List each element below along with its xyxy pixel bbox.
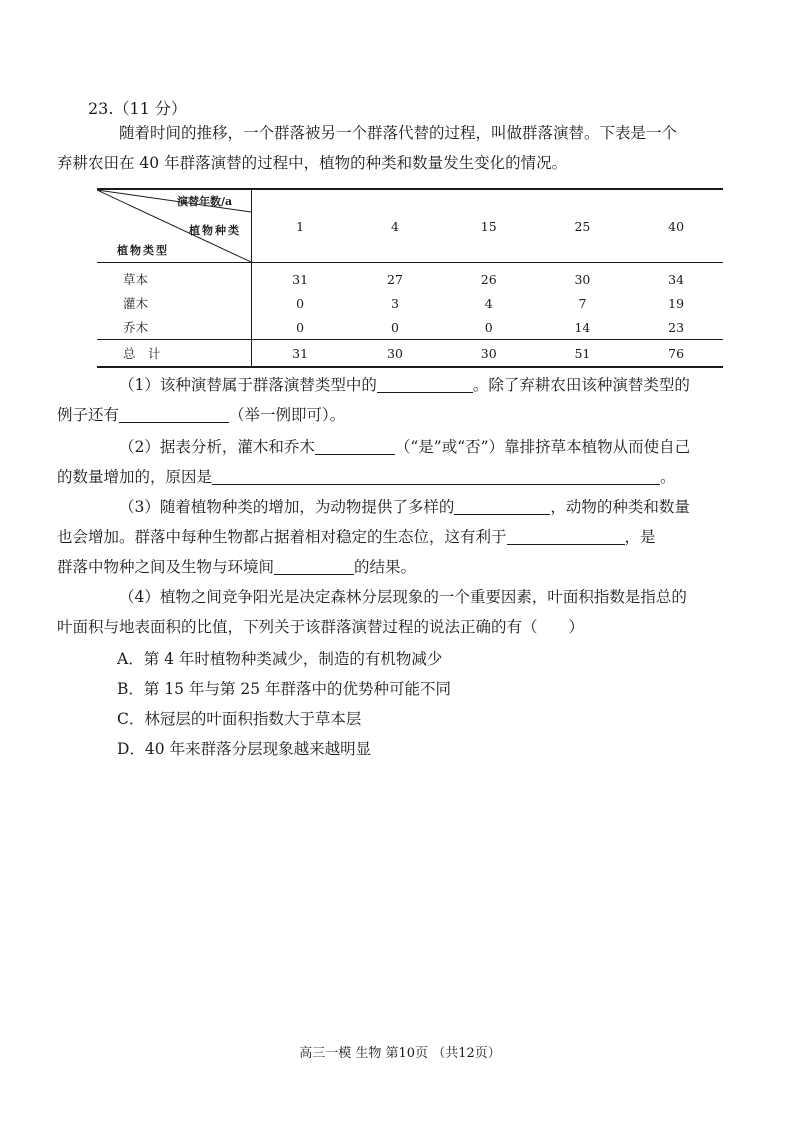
part-3-text: ，动物的种类和数量	[550, 498, 690, 516]
row-label: 灌木	[97, 291, 252, 315]
table-row	[97, 315, 723, 340]
part-1-text: 例子还有	[57, 406, 120, 424]
intro-line-1: 随着时间的推移，一个群落被另一个群落代替的过程，叫做群落演替。下表是一个	[119, 124, 678, 142]
part-1-text: 。除了弃耕农田该种演替类型的	[472, 376, 690, 394]
year-header: 15	[442, 189, 536, 263]
part-4	[57, 582, 718, 642]
intro-line-2: 弃耕农田在 40 年群落演替的过程中，植物的种类和数量发生变化的情况。	[57, 154, 568, 172]
table-cell: 23	[668, 319, 685, 335]
table-cell: 30	[348, 340, 442, 368]
answer-blank[interactable]	[315, 436, 395, 455]
option-c[interactable]: C．林冠层的叶面积指数大于草本层	[117, 710, 362, 728]
option-b[interactable]: B．第 15 年与第 25 年群落中的优势种可能不同	[117, 680, 452, 698]
part-1	[57, 370, 718, 430]
table-cell: 31	[252, 340, 349, 368]
part-3	[57, 492, 718, 582]
year-header: 1	[252, 189, 349, 263]
year-header: 4	[348, 189, 442, 263]
part-3-text: 也会增加。群落中每种生物都占据着相对稳定的生态位，这有利于	[57, 528, 507, 546]
row-label: 草本	[97, 263, 252, 292]
table-cell: 0	[484, 319, 493, 335]
table-cell: 14	[574, 319, 591, 335]
table-cell: 0	[391, 319, 399, 335]
part-3-text: ，是	[624, 528, 656, 546]
question-intro	[57, 118, 718, 178]
option-d[interactable]: D．40 年来群落分层现象越来越明显	[117, 740, 372, 758]
table-cell: 30	[442, 340, 536, 368]
option-a[interactable]: A．第 4 年时植物种类减少，制造的有机物减少	[117, 650, 443, 668]
table-cell: 3	[391, 295, 399, 311]
corner-label-years: 演替年数/a	[177, 195, 233, 208]
part-2-text: （2）据表分析，灌木和乔木	[119, 438, 315, 456]
table-cell: 4	[484, 295, 493, 311]
table-cell: 0	[296, 295, 305, 311]
table-cell: 30	[574, 271, 591, 287]
table-total-row	[97, 340, 723, 368]
table-cell: 7	[578, 295, 587, 311]
corner-label-type: 植物类型	[117, 244, 169, 257]
answer-blank[interactable]	[274, 556, 354, 575]
part-2-text: 的数量增加的，原因是	[57, 468, 213, 486]
part-2	[57, 432, 718, 492]
part-4-text: 叶面积与地表面积的比值，下列关于该群落演替过程的说法正确的有（ ）	[57, 618, 585, 636]
table-cell: 51	[536, 340, 630, 368]
table-cell: 31	[292, 271, 309, 287]
row-label: 乔木	[97, 315, 252, 340]
row-label-total: 总 计	[97, 340, 252, 368]
question-score: （11 分）	[113, 99, 187, 118]
page-footer: 高三一模 生物 第10页 （共12页）	[299, 1046, 501, 1061]
part-1-text: （1）该种演替属于群落演替类型中的	[119, 376, 377, 394]
question-number: 23.	[88, 99, 114, 118]
answer-blank[interactable]	[507, 526, 625, 545]
question-header	[88, 96, 187, 119]
table-cell: 34	[668, 271, 685, 287]
table-cell: 19	[668, 295, 685, 311]
table-header-row	[97, 189, 723, 263]
year-header: 40	[629, 189, 723, 263]
corner-label-species: 植物种类	[189, 224, 241, 237]
table-cell: 0	[296, 319, 305, 335]
succession-table	[97, 188, 723, 368]
table-corner-header	[97, 189, 252, 263]
part-2-text: （“是”或“否”）靠排挤草本植物从而使自己	[394, 438, 691, 456]
answer-blank[interactable]	[119, 404, 229, 423]
part-1-text: （举一例即可）。	[229, 406, 346, 424]
part-3-text: 群落中物种之间及生物与环境间	[57, 558, 275, 576]
table-cell: 76	[629, 340, 723, 368]
part-4-text: （4）植物之间竞争阳光是决定森林分层现象的一个重要因素，叶面积指数是指总的	[119, 588, 687, 606]
table-row	[97, 263, 723, 292]
answer-blank[interactable]	[454, 496, 550, 515]
table-cell: 26	[480, 271, 497, 287]
part-3-text: （3）随着植物种类的增加，为动物提供了多样的	[119, 498, 455, 516]
year-header: 25	[536, 189, 630, 263]
table-cell: 27	[387, 271, 403, 287]
table-row	[97, 291, 723, 315]
answer-blank[interactable]	[377, 374, 473, 393]
answer-blank[interactable]	[212, 466, 660, 485]
part-2-text: 。	[660, 468, 676, 486]
part-3-text: 的结果。	[354, 558, 417, 576]
